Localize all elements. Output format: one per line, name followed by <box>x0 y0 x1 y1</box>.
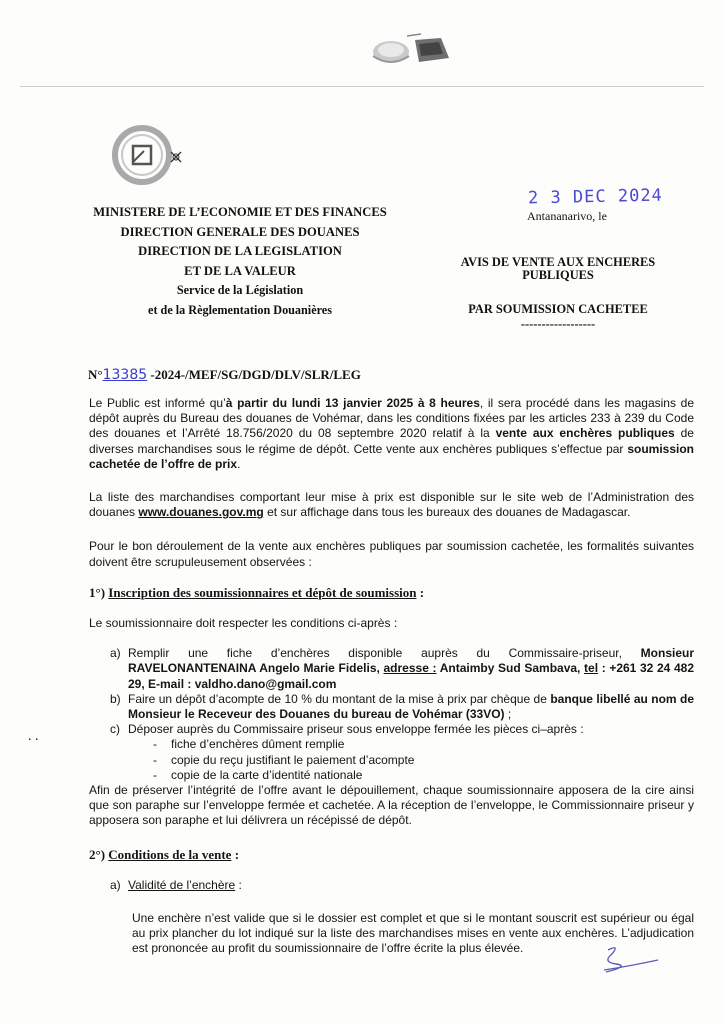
subtitle-separator: ------------------ <box>520 317 596 331</box>
text-run-bold: Monsieur RAVELONANTENAINA Angelo Marie Fidelis, <box>128 646 694 676</box>
formalities-paragraph: Pour le bon déroulement de la vente aux enchères publiques par soumission cachetée, les formalités suivantes doivent être scrupuleusement observées : <box>89 539 694 569</box>
validity-paragraph: Une enchère n’est valide que si le dossier est complet et que si le montant souscrit est supérieur ou égal au prix plancher du lot indiqué sur la liste des marchandises mises en vente aux enchères. L’adjudication est prononcée au profit du soumissionnaire de l’offre écrite la plus élevée. <box>132 911 694 956</box>
dash-marker: - <box>153 737 157 752</box>
text-run: : <box>235 877 242 892</box>
text-run: ; <box>504 707 512 722</box>
text-run: . <box>237 456 241 471</box>
section-1-heading <box>89 585 694 600</box>
text-run-bold: tel <box>584 661 599 676</box>
section-2-heading <box>89 847 694 862</box>
subsection-title: Validité de l’enchère <box>128 877 236 892</box>
text-run: Faire un dépôt d’acompte de 10 % du montant de la mise à prix par chèque de <box>128 691 551 706</box>
header-rule <box>20 86 704 87</box>
section-1-lead: Le soumissionnaire doit respecter les conditions ci-après : <box>89 616 398 631</box>
ministry-line: MINISTERE DE L’ECONOMIE ET DES FINANCES <box>93 205 387 219</box>
section-1-closing: Afin de préserver l’intégrité de l’offre avant le dépouillement, chaque soumissionnaire apposera de la cire ainsi que son paraphe sur l’enveloppe fermée et cachetée. A la réception de l’enveloppe, le Commissionnaire priseur y apposera son paraphe et lui délivrera un récépissé de dépôt. <box>89 783 694 828</box>
notice-subtitle <box>430 302 686 332</box>
notice-subtitle-line: PAR SOUMISSION CACHETEE <box>468 302 648 316</box>
text-run-bold: : +261 32 24 482 29, E-mail : valdho.dano@gmail.com <box>128 661 695 691</box>
notice-title <box>430 256 686 282</box>
list-item-text: fiche d’enchères dûment remplie <box>171 737 345 752</box>
text-run: Remplir une fiche d’enchères disponible auprès du Commissaire-priseur, <box>128 646 641 661</box>
margin-mark: . . <box>28 729 39 744</box>
dash-marker: - <box>153 767 157 782</box>
section-number: 2°) <box>89 846 106 862</box>
notice-title-line: PUBLIQUES <box>522 268 594 282</box>
section-title: Conditions de la vente <box>108 846 232 862</box>
text-run-bold: soumission cachetée de l’offre de prix <box>89 441 694 471</box>
list-paragraph <box>89 490 694 520</box>
website-link[interactable]: www.douanes.gov.mg <box>138 505 264 520</box>
conditions-list <box>89 646 694 737</box>
list-item <box>89 768 694 783</box>
section-colon: : <box>416 584 425 600</box>
document-body <box>89 396 694 957</box>
list-marker: a) <box>110 877 121 892</box>
section-title: Inscription des soumissionnaires et dépôt de soumission <box>108 584 417 600</box>
place-label: Antananarivo, le <box>527 209 607 223</box>
text-run-bold: banque libellé au nom de Monsieur le Receveur des Douanes du bureau de Vohémar (33VO) <box>128 691 694 722</box>
intro-paragraph <box>89 396 694 472</box>
list-marker: b) <box>110 691 121 706</box>
text-run: , il sera procédé dans les magasins de dépôt auprès du Bureau des douanes de Vohémar, dans les conditions fixées par les articles 233 à 239 du Code des douanes et l’Arrêté 18.756/2020 du 08 septembre 2020 relatif à la <box>89 396 695 441</box>
text-run: et sur affichage dans tous les bureaux des douanes de Madagascar. <box>263 505 631 520</box>
conditions-sub-list <box>89 878 694 893</box>
text-run-bold: à partir du lundi 13 janvier 2025 à 8 heures <box>225 396 480 410</box>
text-run-bold: adresse : <box>383 661 437 676</box>
text-run: de diverses marchandises sous le régime de dépôt. Cette vente aux enchères publiques s’effectue par <box>89 426 694 456</box>
list-item <box>89 737 694 752</box>
ministry-line: DIRECTION GENERALE DES DOUANES <box>120 224 360 239</box>
text-run-bold: vente aux enchères publiques <box>495 426 675 441</box>
service-line: et de la Règlementation Douanières <box>148 302 332 317</box>
list-item <box>89 722 694 737</box>
national-emblem-icon <box>363 28 453 70</box>
ministry-block <box>40 203 440 320</box>
ref-prefix: N° <box>88 367 103 382</box>
list-marker: c) <box>110 722 120 737</box>
service-line: Service de la Législation <box>176 283 304 297</box>
documents-list <box>89 737 694 783</box>
date-stamp: 2 3 DEC 2024 <box>527 185 664 209</box>
list-item <box>89 646 694 692</box>
handwritten-initials-icon <box>590 940 660 978</box>
list-item <box>89 753 694 768</box>
list-item-text: copie de la carte d’identité nationale <box>171 767 363 782</box>
notice-title-line: AVIS DE VENTE AUX ENCHERES <box>460 255 656 269</box>
ministry-line: ET DE LA VALEUR <box>184 263 296 278</box>
ref-handwritten-number: 13385 <box>102 367 148 383</box>
section-number: 1°) <box>89 584 106 600</box>
list-marker: a) <box>110 646 121 661</box>
ministry-line: DIRECTION DE LA LEGISLATION <box>138 244 342 258</box>
text-run: Déposer auprès du Commissaire priseur sous enveloppe fermée les pièces ci–après : <box>128 722 584 737</box>
customs-seal-icon <box>108 118 190 192</box>
text-run: La liste des marchandises comportant leur mise à prix est disponible sur le site web de l’Administration des douanes <box>89 490 694 520</box>
list-item <box>89 878 694 893</box>
text-run-bold: Antaimby Sud Sambava, <box>436 661 585 676</box>
dash-marker: - <box>153 752 157 767</box>
section-colon: : <box>231 846 240 862</box>
list-item-text: copie du reçu justifiant le paiement d’acompte <box>171 752 415 767</box>
ref-suffix: -2024-/MEF/SG/DGD/DLV/SLR/LEG <box>150 367 361 382</box>
text-run: Le Public est informé qu’ <box>89 396 226 410</box>
reference-number <box>88 367 361 383</box>
list-item <box>89 692 694 722</box>
